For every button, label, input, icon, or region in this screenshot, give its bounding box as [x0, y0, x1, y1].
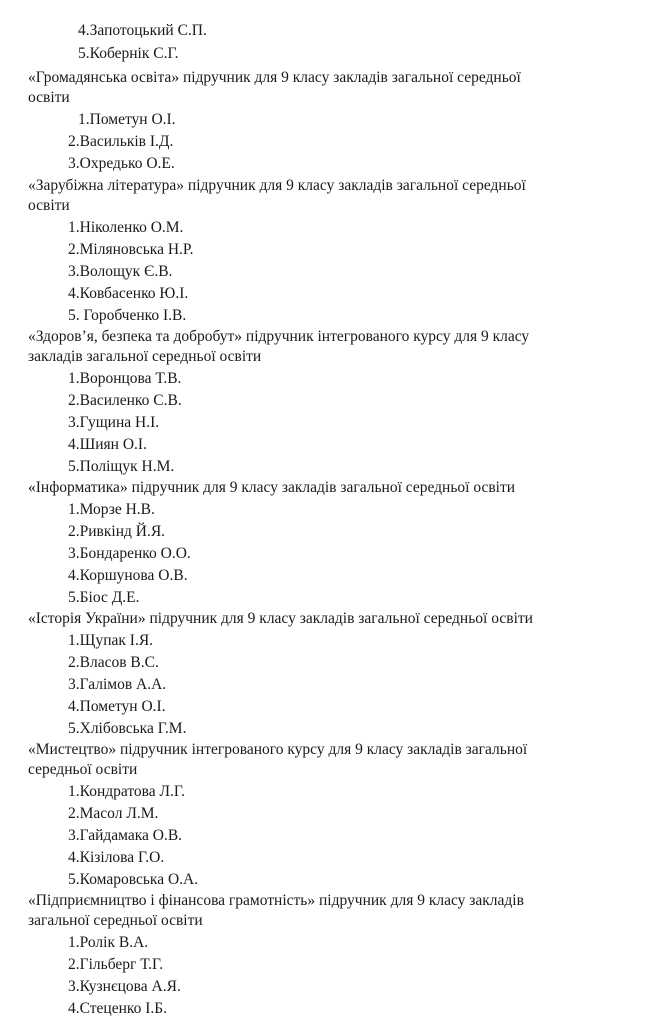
- list-item: 5.Біос Д.Е.: [68, 589, 140, 606]
- list-item: 3.Волощук Є.В.: [68, 263, 173, 280]
- list-item: 4.Запотоцький С.П.: [78, 22, 207, 39]
- section-title: «Інформатика» підручник для 9 класу закладів загальної середньої освіти: [28, 479, 516, 496]
- section-title: «Громадянська освіта» підручник для 9 класу закладів загальної середньої: [28, 69, 521, 86]
- list-item: 1.Воронцова Т.В.: [68, 370, 182, 387]
- list-item: 1.Ніколенко О.М.: [68, 219, 184, 236]
- list-item: 5.Хлібовська Г.М.: [68, 720, 187, 737]
- list-item: 3.Бондаренко О.О.: [68, 545, 191, 562]
- list-item: 2.Ривкінд Й.Я.: [68, 523, 166, 540]
- section-title-cont: освіти: [28, 89, 70, 106]
- list-item: 5. Горобченко І.В.: [68, 307, 187, 324]
- list-item: 5.Кобернік С.Г.: [78, 45, 179, 62]
- list-item: 2.Міляновська Н.Р.: [68, 241, 194, 258]
- list-item: 4.Пометун О.І.: [68, 698, 166, 715]
- list-item: 4.Стеценко І.Б.: [68, 1000, 168, 1017]
- list-item: 1.Щупак І.Я.: [68, 632, 154, 649]
- list-item: 1.Ролік В.А.: [68, 934, 149, 951]
- section-title: «Підприємництво і фінансова грамотність» підручник для 9 класу закладів: [28, 892, 524, 909]
- list-item: 2.Василенко С.В.: [68, 392, 182, 409]
- list-item: 3.Гайдамака О.В.: [68, 827, 183, 844]
- section-title: «Мистецтво» підручник інтегрованого курсу для 9 класу закладів загальної: [28, 741, 528, 758]
- section-title-cont: закладів загальної середньої освіти: [28, 348, 262, 365]
- section-title: «Історія України» підручник для 9 класу закладів загальної середньої освіти: [28, 610, 533, 627]
- list-item: 5.Поліщук Н.М.: [68, 458, 175, 475]
- list-item: 3.Кузнєцова А.Я.: [68, 978, 181, 995]
- list-item: 4.Коршунова О.В.: [68, 567, 188, 584]
- list-item: 2.Гільберг Т.Г.: [68, 956, 164, 973]
- list-item: 2.Васильків І.Д.: [68, 133, 174, 150]
- list-item: 4.Кізілова Г.О.: [68, 849, 165, 866]
- section-title-cont: середньої освіти: [28, 761, 138, 778]
- list-item: 4.Шиян О.І.: [68, 436, 147, 453]
- list-item: 1.Пометун О.І.: [78, 111, 176, 128]
- list-item: 4.Ковбасенко Ю.І.: [68, 285, 189, 302]
- list-item: 3.Галімов А.А.: [68, 676, 167, 693]
- section-title-cont: освіти: [28, 197, 70, 214]
- section-title: «Зарубіжна література» підручник для 9 класу закладів загальної середньої: [28, 177, 526, 194]
- list-item: 1.Кондратова Л.Г.: [68, 783, 186, 800]
- list-item: 3.Гущина Н.І.: [68, 414, 160, 431]
- section-title-cont: загальної середньої освіти: [28, 912, 203, 929]
- list-item: 2.Масол Л.М.: [68, 805, 159, 822]
- list-item: 3.Охредько О.Е.: [68, 155, 175, 172]
- section-title: «Здоров’я, безпека та добробут» підручник інтегрованого курсу для 9 класу: [28, 328, 530, 345]
- list-item: 1.Морзе Н.В.: [68, 501, 155, 518]
- list-item: 5.Комаровська О.А.: [68, 871, 199, 888]
- list-item: 2.Власов В.С.: [68, 654, 159, 671]
